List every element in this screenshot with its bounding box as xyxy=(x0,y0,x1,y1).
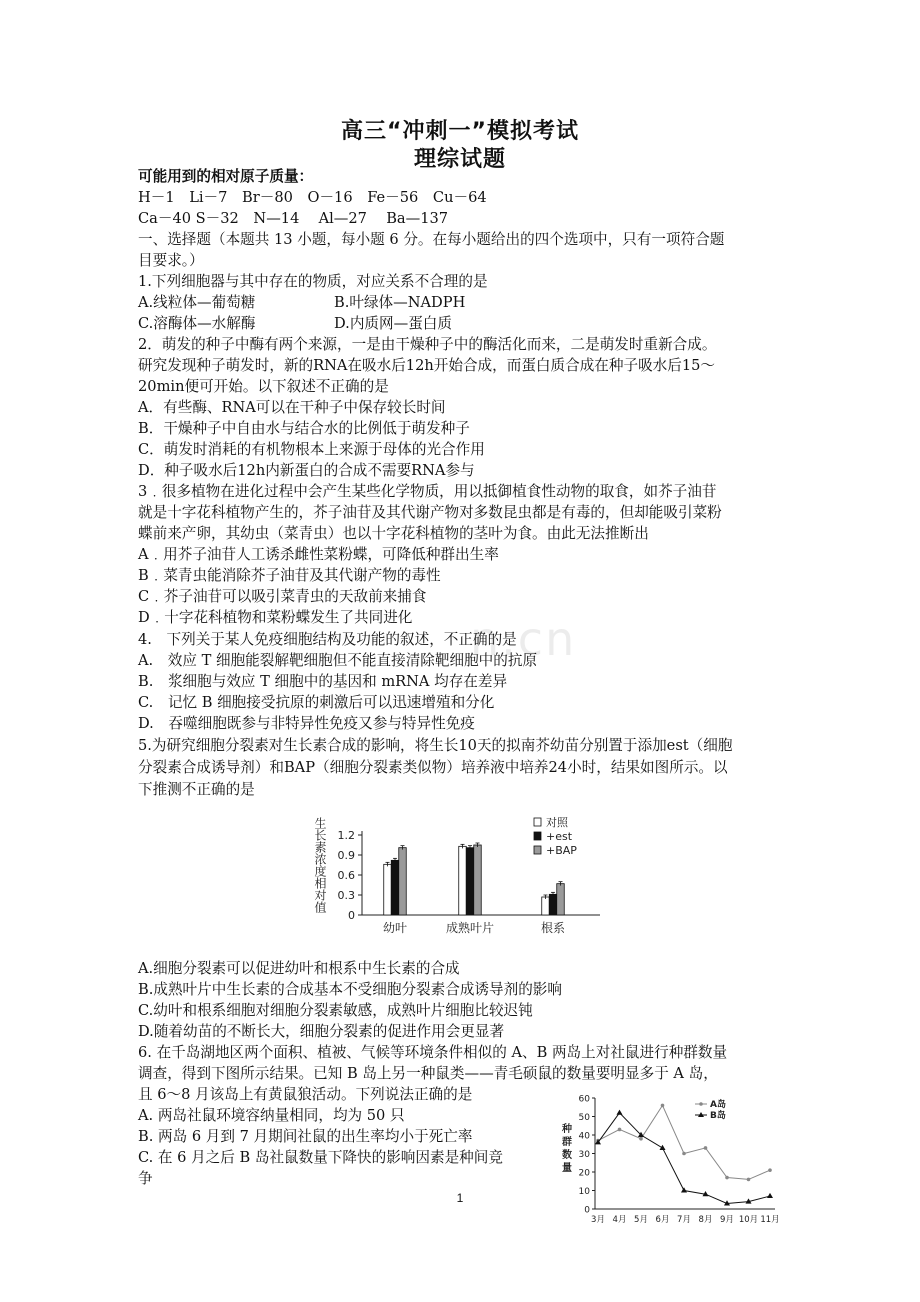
x-tick-label: 7月 xyxy=(677,1215,691,1225)
question-3-option-d: D﹒十字花科植物和菜粉蝶发生了共同进化 xyxy=(138,609,413,626)
data-point xyxy=(725,1176,729,1180)
question-3-stem: 3﹒很多植物在进化过程中会产生某些化学物质，用以抵御植食性动物的取食，如芥子油苷 xyxy=(138,483,717,500)
y-axis-title: 生长素浓度相对值 xyxy=(313,817,327,913)
data-point xyxy=(618,1128,622,1132)
atomic-mass-line: Ca－40 S－32 N—14 Al—27 Ba—137 xyxy=(138,210,449,227)
data-point xyxy=(704,1146,708,1150)
question-4-option-c: C. 记忆 B 细胞接受抗原的刺激后可以迅速增殖和分化 xyxy=(138,694,495,711)
y-tick-label: 0 xyxy=(348,909,355,922)
y-tick-label: 0.6 xyxy=(337,869,355,882)
y-tick-label: 0 xyxy=(584,1205,590,1216)
data-point xyxy=(768,1168,772,1172)
x-tick-label: 根系 xyxy=(540,921,566,935)
question-6-option-c: 争 xyxy=(138,1170,153,1187)
question-6-option-a: A. 两岛社鼠环境容纳量相同，均为 50 只 xyxy=(138,1107,405,1124)
y-tick-label: 50 xyxy=(578,1113,590,1123)
atomic-mass-line: H－1 Li－7 Br－80 O－16 Fe－56 Cu－64 xyxy=(138,189,487,206)
question-3-option-c: C﹒芥子油苷可以吸引菜青虫的天敌前来捕食 xyxy=(138,588,427,605)
question-5-stem: 分裂素合成诱导剂）和BAP（细胞分裂素类似物）培养液中培养24小时，结果如图所示。以 xyxy=(138,759,728,776)
x-tick-label: 6月 xyxy=(655,1215,670,1225)
legend-label: 对照 xyxy=(546,816,568,829)
y-tick-label: 10 xyxy=(578,1187,590,1197)
x-tick-label: 成熟叶片 xyxy=(445,921,495,935)
question-4-option-a: A. 效应 T 细胞能裂解靶细胞但不能直接清除靶细胞中的抗原 xyxy=(138,652,538,669)
legend-marker xyxy=(699,1102,703,1106)
y-tick-label: 1.2 xyxy=(337,829,355,842)
question-6-stem: 且 6～8 月该岛上有黄鼠狼活动。下列说法正确的是 xyxy=(138,1086,473,1103)
y-tick-label: 60 xyxy=(578,1094,590,1105)
y-tick-label: 30 xyxy=(578,1150,590,1160)
x-tick-label: 5月 xyxy=(634,1215,648,1225)
data-point xyxy=(682,1152,686,1156)
data-point xyxy=(639,1137,643,1141)
bar xyxy=(391,860,399,915)
bar xyxy=(542,897,550,915)
growth-hormone-bar-chart xyxy=(300,805,620,940)
question-1-option-d: D.内质网—蛋白质 xyxy=(334,315,452,332)
question-5-option-d: D.随着幼苗的不断长大，细胞分裂素的促进作用会更显著 xyxy=(138,1023,505,1040)
question-2-stem: 20min便可开始。以下叙述不正确的是 xyxy=(138,378,389,395)
legend-label: B岛 xyxy=(710,1111,726,1121)
x-tick-label: 8月 xyxy=(698,1215,713,1225)
section-instructions: 一、选择题（本题共 13 小题，每小题 6 分。在每小题给出的四个选项中，只有一项符合题 xyxy=(138,231,725,248)
bar xyxy=(459,846,467,915)
bar xyxy=(557,884,565,915)
x-tick-label: 幼叶 xyxy=(382,921,408,935)
question-4-option-b: B. 浆细胞与效应 T 细胞中的基因和 mRNA 均存在差异 xyxy=(138,673,508,690)
question-3-stem: 就是十字花科植物产生的，芥子油苷及其代谢产物对多数昆虫都是有毒的，但却能吸引菜粉 xyxy=(138,504,722,521)
y-axis-title: 种群数量 xyxy=(562,1124,572,1174)
section-instructions: 目要求。） xyxy=(138,252,204,269)
bar xyxy=(549,894,557,915)
question-2-stem: 研究发现种子萌发时，新的RNA在吸水后12h开始合成，而蛋白质合成在种子吸水后15～ xyxy=(138,357,716,374)
y-tick-label: 40 xyxy=(578,1131,590,1142)
bar xyxy=(474,845,482,915)
legend-label: +BAP xyxy=(546,844,577,857)
question-1-option-c: C.溶酶体—水解酶 xyxy=(138,315,256,332)
question-6-option-c: C. 在 6 月之后 B 岛社鼠数量下降快的影响因素是种间竞 xyxy=(138,1149,503,1166)
question-3-option-a: A﹒用芥子油苷人工诱杀雌性菜粉蝶，可降低种群出生率 xyxy=(138,546,499,563)
x-tick-label: 3月 xyxy=(591,1215,605,1225)
exam-subtitle: 理综试题 xyxy=(413,147,506,172)
atomic-mass-header: 可能用到的相对原子质量： xyxy=(138,168,314,185)
legend-label: +est xyxy=(546,830,573,843)
question-1-option-b: B.叶绿体—NADPH xyxy=(334,294,466,311)
question-6-option-b: B. 两岛 6 月到 7 月期间社鼠的出生率均小于死亡率 xyxy=(138,1128,473,1145)
question-2-option-d: D．种子吸水后12h内新蛋白的合成不需要RNA参与 xyxy=(138,462,475,479)
question-2-option-b: B．干燥种子中自由水与结合水的比例低于萌发种子 xyxy=(138,420,470,437)
bar xyxy=(384,864,392,915)
x-tick-label: 9月 xyxy=(720,1215,734,1225)
legend-label: A岛 xyxy=(710,1100,726,1110)
question-4-stem: 4. 下列关于某人免疫细胞结构及功能的叙述，不正确的是 xyxy=(138,631,517,648)
legend-swatch xyxy=(534,832,541,840)
bar xyxy=(466,848,474,915)
legend-swatch xyxy=(534,846,541,854)
watermark: n.cn xyxy=(470,612,577,666)
question-5-option-c: C.幼叶和根系细胞对细胞分裂素敏感，成熟叶片细胞比较迟钝 xyxy=(138,1002,533,1019)
question-1-option-a: A.线粒体—葡萄糖 xyxy=(138,294,256,311)
series-line xyxy=(598,1105,770,1179)
question-5-stem: 5.为研究细胞分裂素对生长素合成的影响，将生长10天的拟南芥幼苗分别置于添加est（细胞 xyxy=(138,737,733,754)
y-tick-label: 0.3 xyxy=(337,889,355,902)
question-5-option-a: A.细胞分裂素可以促进幼叶和根系中生长素的合成 xyxy=(138,960,460,977)
question-2-stem: 2．萌发的种子中酶有两个来源，一是由干燥种子中的酶活化而来，二是萌发时重新合成。 xyxy=(138,336,717,353)
question-6-stem: 6. 在千岛湖地区两个面积、植被、气候等环境条件相似的 A、B 两岛上对社鼠进行种群数量 xyxy=(138,1044,728,1061)
page-number: 1 xyxy=(456,1191,464,1205)
x-tick-label: 10月 xyxy=(738,1215,759,1225)
x-tick-label: 4月 xyxy=(612,1215,627,1225)
x-tick-label: 11月 xyxy=(760,1215,780,1225)
question-4-option-d: D. 吞噬细胞既参与非特异性免疫又参与特异性免疫 xyxy=(138,715,475,732)
bar xyxy=(399,848,407,915)
data-point xyxy=(660,1145,666,1150)
y-tick-label: 0.9 xyxy=(337,849,355,862)
question-2-option-a: A．有些酶、RNA可以在干种子中保存较长时间 xyxy=(138,399,446,416)
question-3-option-b: B﹒菜青虫能消除芥子油苷及其代谢产物的毒性 xyxy=(138,567,441,584)
exam-title: 高三“冲刺一”模拟考试 xyxy=(341,119,579,144)
legend-swatch xyxy=(534,818,541,826)
data-point xyxy=(747,1178,751,1182)
question-6-stem: 调查，得到下图所示结果。已知 B 岛上另一种鼠类——青毛硕鼠的数量要明显多于 A 岛， xyxy=(138,1065,718,1082)
question-3-stem: 蝶前来产卵，其幼虫（菜青虫）也以十字花科植物的茎叶为食。由此无法推断出 xyxy=(138,525,649,542)
question-5-option-b: B.成熟叶片中生长素的合成基本不受细胞分裂素合成诱导剂的影响 xyxy=(138,981,562,998)
question-2-option-c: C．萌发时消耗的有机物根本上来源于母体的光合作用 xyxy=(138,441,485,458)
data-point xyxy=(617,1110,623,1115)
question-5-stem: 下推测不正确的是 xyxy=(138,781,255,798)
question-1-stem: 1.下列细胞器与其中存在的物质，对应关系不合理的是 xyxy=(138,273,488,290)
y-tick-label: 20 xyxy=(578,1168,590,1179)
population-line-chart xyxy=(555,1088,785,1230)
data-point xyxy=(661,1104,665,1108)
